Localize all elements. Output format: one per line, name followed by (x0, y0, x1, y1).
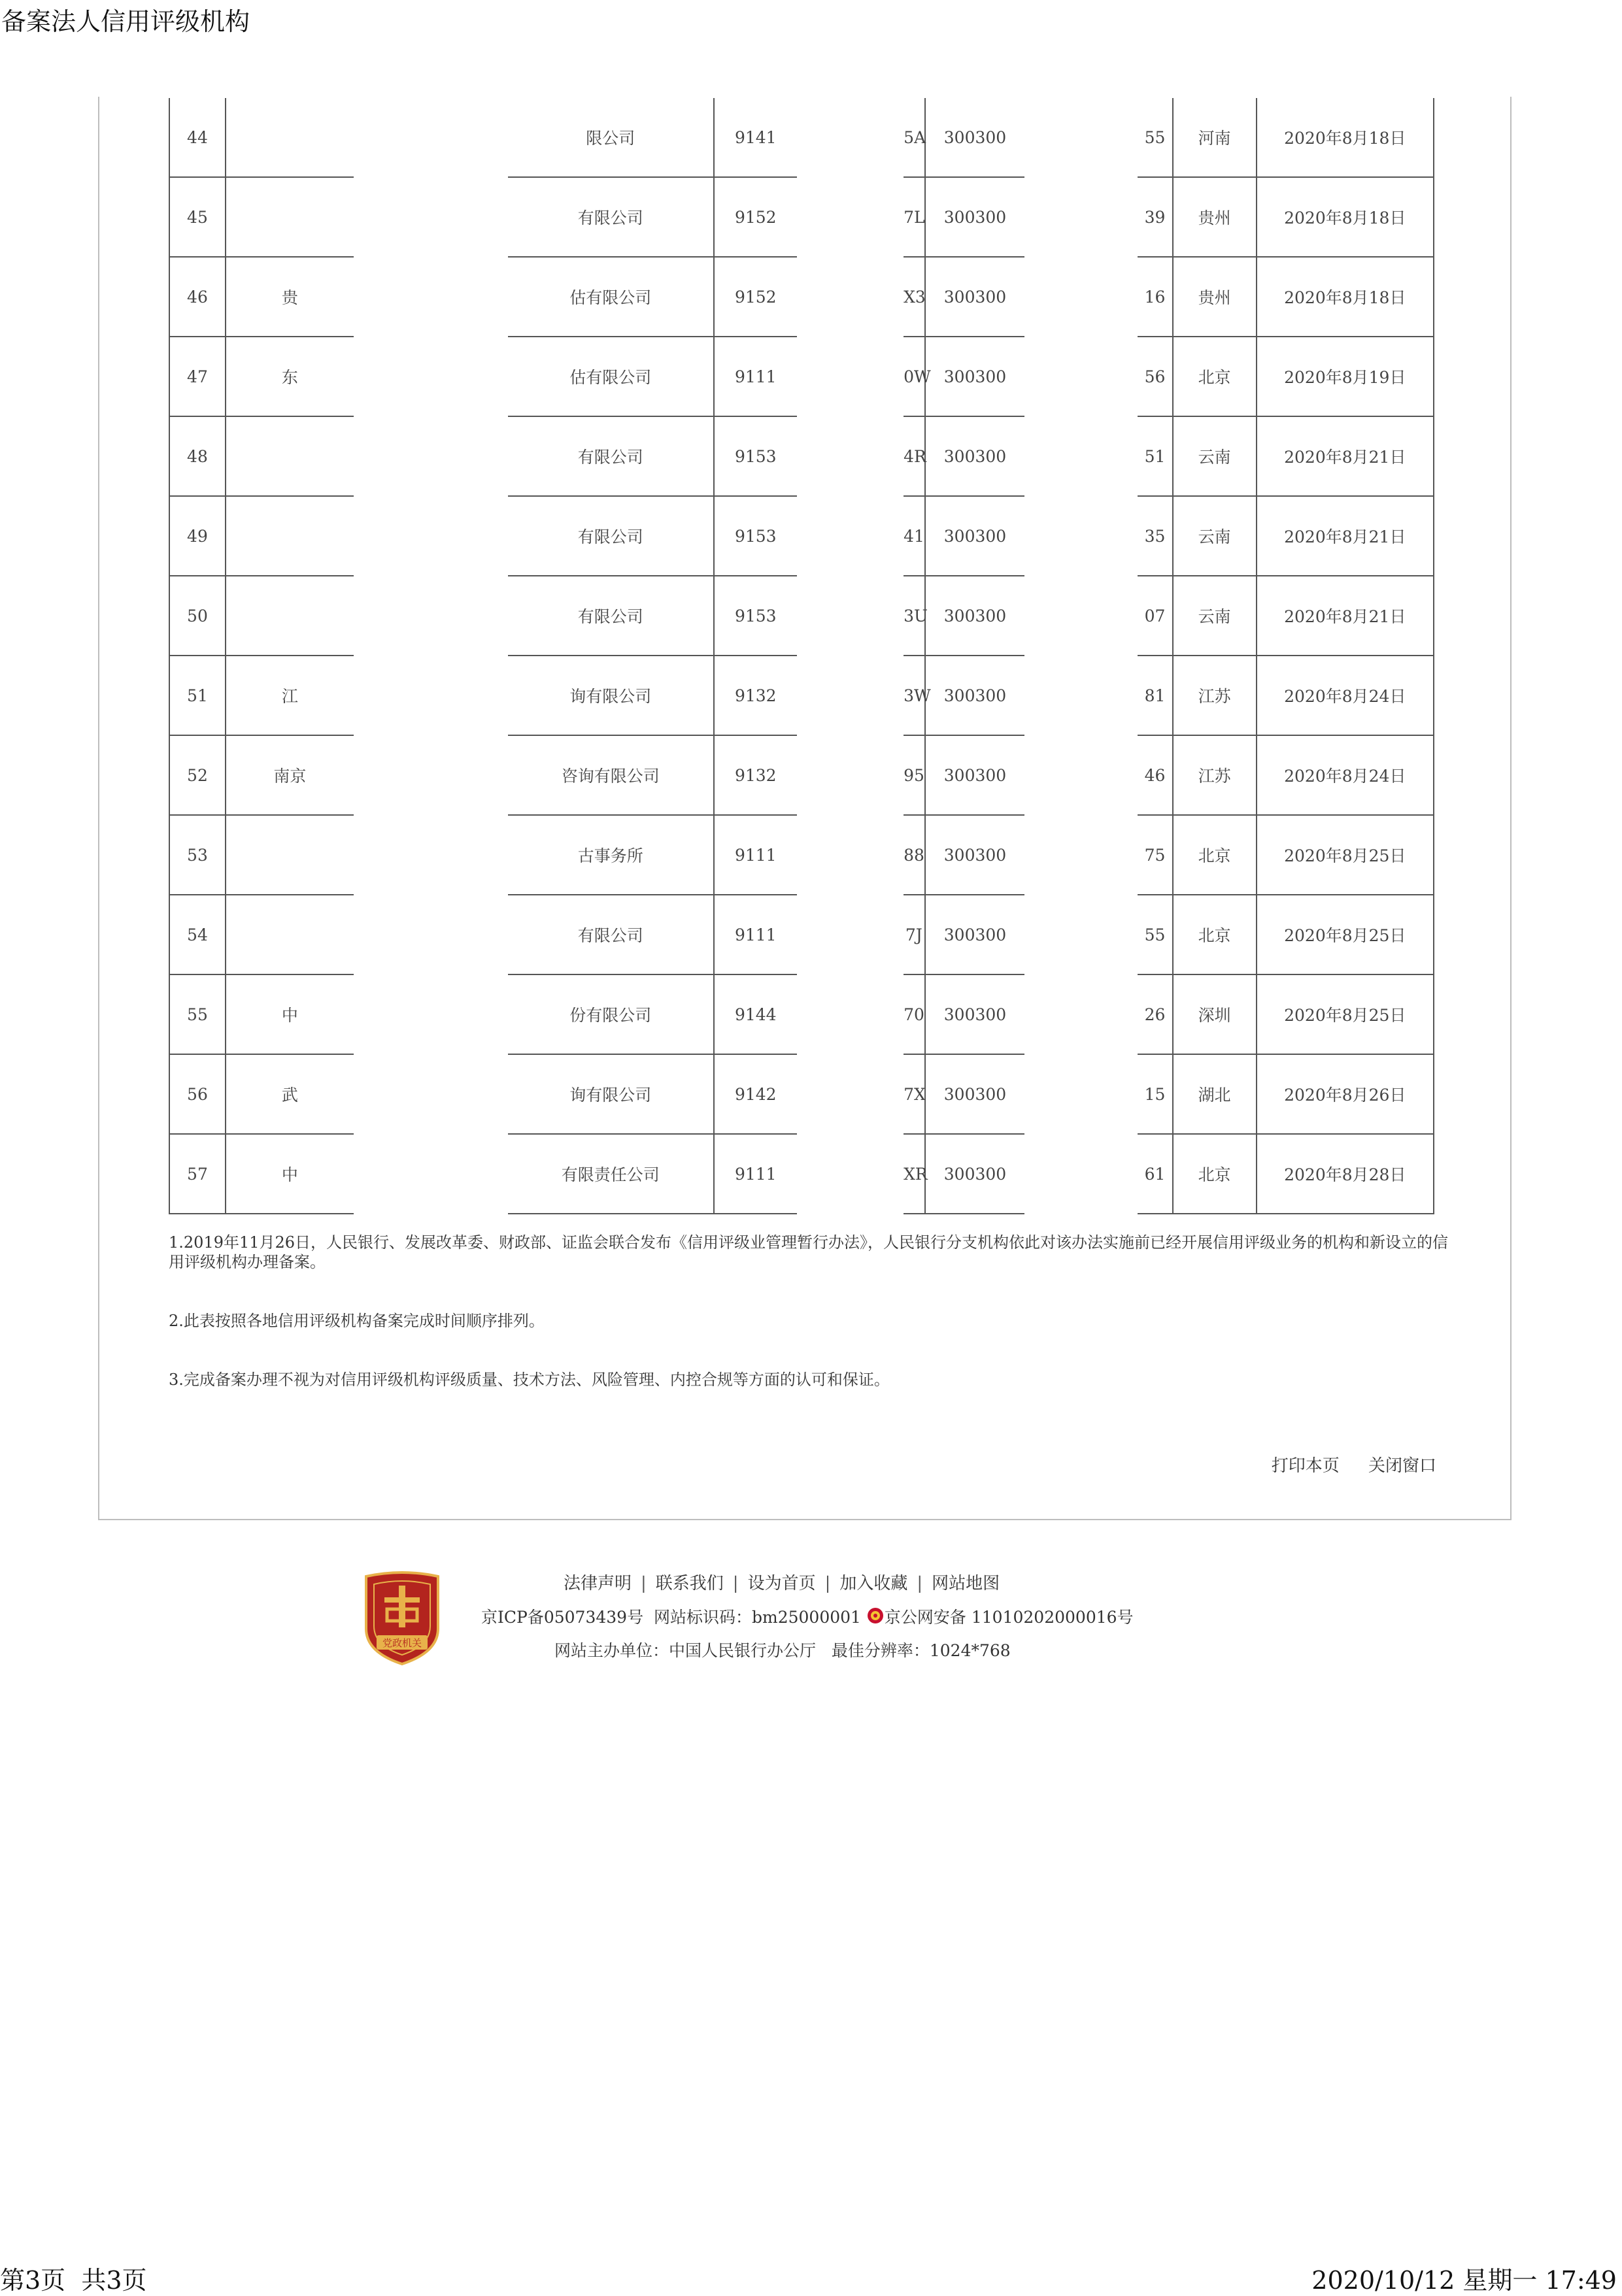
institution-name-part (226, 98, 354, 177)
filing-region: 贵州 (1173, 177, 1257, 257)
filing-number-prefix: 300300 (925, 98, 1025, 177)
credit-code-prefix: 9153 (714, 416, 797, 496)
add-favorites-link[interactable]: 加入收藏 (839, 1574, 908, 1593)
redaction-gap (354, 1134, 508, 1214)
credit-code-prefix: 9132 (714, 735, 797, 815)
credit-code-suffix: 95 (904, 735, 924, 815)
institution-name-suffix: 询有限公司 (508, 656, 714, 735)
row-number: 51 (169, 656, 226, 735)
filing-number-suffix: 51 (1138, 416, 1172, 496)
row-number: 56 (169, 1054, 226, 1134)
credit-code-suffix: 88 (904, 815, 924, 895)
filing-region: 北京 (1173, 895, 1257, 974)
host-unit: 网站主办单位：中国人民银行办公厅 (554, 1641, 817, 1660)
row-number: 47 (169, 337, 226, 416)
redaction-gap (354, 177, 508, 257)
filing-number-suffix: 81 (1138, 656, 1172, 735)
filing-date: 2020年8月25日 (1257, 815, 1434, 895)
row-number: 50 (169, 576, 226, 656)
table-row (169, 815, 1434, 895)
footer-divider: | (824, 1574, 831, 1593)
footer-divider: | (732, 1574, 739, 1593)
table-row (169, 576, 1434, 656)
institution-name-suffix: 有限公司 (508, 576, 714, 656)
redaction-gap (797, 1134, 904, 1214)
credit-code-prefix: 9153 (714, 496, 797, 576)
redaction-gap (797, 416, 904, 496)
note-2: 2.此表按照各地信用评级机构备案完成时间顺序排列。 (169, 1312, 545, 1330)
credit-code-prefix: 9144 (714, 974, 797, 1054)
redaction-gap (354, 98, 508, 177)
credit-code-prefix: 9111 (714, 1134, 797, 1214)
row-number: 48 (169, 416, 226, 496)
institution-name-part (226, 815, 354, 895)
row-number: 46 (169, 257, 226, 337)
institution-name-suffix: 有限公司 (508, 895, 714, 974)
contact-us-link[interactable]: 联系我们 (655, 1574, 724, 1593)
footer-host-info (554, 1638, 1011, 1661)
redaction-gap (354, 815, 508, 895)
row-number: 55 (169, 974, 226, 1054)
redaction-gap (354, 735, 508, 815)
table-row (169, 177, 1434, 257)
table-row (169, 656, 1434, 735)
redaction-gap (1024, 974, 1138, 1054)
credit-code-suffix: 7J (904, 895, 924, 974)
institution-name-suffix: 有限公司 (508, 496, 714, 576)
credit-code-suffix: 0W (904, 337, 924, 416)
redaction-gap (1024, 735, 1138, 815)
redaction-gap (354, 257, 508, 337)
institution-name-part: 中 (226, 974, 354, 1054)
filing-region: 深圳 (1173, 974, 1257, 1054)
credit-code-prefix: 9111 (714, 815, 797, 895)
filing-region: 北京 (1173, 815, 1257, 895)
credit-code-suffix: 5A (904, 98, 924, 177)
filing-number-suffix: 35 (1138, 496, 1172, 576)
filing-date: 2020年8月18日 (1257, 98, 1434, 177)
filing-number-prefix: 300300 (925, 416, 1025, 496)
filing-region: 云南 (1173, 576, 1257, 656)
filing-date: 2020年8月21日 (1257, 576, 1434, 656)
institution-name-part (226, 576, 354, 656)
police-badge-icon (866, 1606, 885, 1625)
credit-code-prefix: 9152 (714, 177, 797, 257)
print-page-link[interactable]: 打印本页 (1271, 1456, 1340, 1476)
filing-number-suffix: 16 (1138, 257, 1172, 337)
icp-number[interactable]: 京ICP备05073439号 (481, 1608, 644, 1627)
credit-code-prefix: 9132 (714, 656, 797, 735)
institution-name-suffix: 咨询有限公司 (508, 735, 714, 815)
institution-name-part: 南京 (226, 735, 354, 815)
print-datetime: 2020/10/12 星期一 17:49 (1311, 2266, 1617, 2295)
note-1: 1.2019年11月26日，人民银行、发展改革委、财政部、证监会联合发布《信用评级业管理暂行办法》，人民银行分支机构依此对该办法实施前已经开展信用评级业务的机构和新设立的信用评级机构办理备案。 (169, 1233, 1449, 1271)
site-map-link[interactable]: 网站地图 (932, 1574, 1000, 1593)
redaction-gap (1024, 496, 1138, 576)
credit-code-suffix: 3U (904, 576, 924, 656)
institution-name-part (226, 496, 354, 576)
filing-number-prefix: 300300 (925, 496, 1025, 576)
filing-number-prefix: 300300 (925, 974, 1025, 1054)
filing-number-prefix: 300300 (925, 735, 1025, 815)
credit-code-prefix: 9153 (714, 576, 797, 656)
credit-code-suffix: X3 (904, 257, 924, 337)
redaction-gap (354, 656, 508, 735)
redaction-gap (797, 815, 904, 895)
redaction-gap (354, 974, 508, 1054)
table-row (169, 1054, 1434, 1134)
footer-links (564, 1570, 1000, 1594)
filing-region: 北京 (1173, 337, 1257, 416)
redaction-gap (797, 496, 904, 576)
redaction-gap (1024, 656, 1138, 735)
credit-code-suffix: 7L (904, 177, 924, 257)
footer-divider: | (917, 1574, 923, 1593)
row-number: 49 (169, 496, 226, 576)
filing-number-prefix: 300300 (925, 1054, 1025, 1134)
redaction-gap (797, 98, 904, 177)
table-row (169, 257, 1434, 337)
filing-number-prefix: 300300 (925, 895, 1025, 974)
best-resolution: 最佳分辨率：1024*768 (831, 1641, 1011, 1660)
redaction-gap (797, 895, 904, 974)
institution-name-suffix: 有限公司 (508, 416, 714, 496)
redaction-gap (354, 1054, 508, 1134)
close-window-link[interactable]: 关闭窗口 (1368, 1456, 1436, 1476)
table-row (169, 496, 1434, 576)
redaction-gap (354, 416, 508, 496)
filing-number-prefix: 300300 (925, 815, 1025, 895)
party-gov-badge-icon (362, 1571, 442, 1665)
filing-region: 湖北 (1173, 1054, 1257, 1134)
redaction-gap (1024, 895, 1138, 974)
institution-name-suffix: 份有限公司 (508, 974, 714, 1054)
institution-name-part: 中 (226, 1134, 354, 1214)
redaction-gap (1024, 257, 1138, 337)
table-row (169, 974, 1434, 1054)
redaction-gap (354, 337, 508, 416)
filing-number-suffix: 61 (1138, 1134, 1172, 1214)
filing-number-suffix: 07 (1138, 576, 1172, 656)
credit-code-suffix: 70 (904, 974, 924, 1054)
filing-number-suffix: 15 (1138, 1054, 1172, 1134)
legal-notice-link[interactable]: 法律声明 (564, 1574, 632, 1593)
credit-code-suffix: 3W (904, 656, 924, 735)
institution-name-part: 东 (226, 337, 354, 416)
credit-code-suffix: 4R (904, 416, 924, 496)
note-3: 3.完成备案办理不视为对信用评级机构评级质量、技术方法、风险管理、内控合规等方面的认可和保证。 (169, 1371, 890, 1389)
row-number: 53 (169, 815, 226, 895)
redaction-gap (1024, 576, 1138, 656)
site-id: 网站标识码：bm25000001 (653, 1608, 861, 1627)
filing-date: 2020年8月18日 (1257, 177, 1434, 257)
institution-name-suffix: 古事务所 (508, 815, 714, 895)
redaction-gap (1024, 416, 1138, 496)
footer-divider: | (641, 1574, 647, 1593)
table-row (169, 735, 1434, 815)
filing-number-prefix: 300300 (925, 257, 1025, 337)
institution-name-suffix: 估有限公司 (508, 257, 714, 337)
institution-name-suffix: 限公司 (508, 98, 714, 177)
records-table (169, 98, 1434, 1214)
institution-name-suffix: 有限责任公司 (508, 1134, 714, 1214)
filing-date: 2020年8月25日 (1257, 974, 1434, 1054)
table-row (169, 337, 1434, 416)
filing-number-suffix: 55 (1138, 895, 1172, 974)
redaction-gap (1024, 1134, 1138, 1214)
filing-region: 贵州 (1173, 257, 1257, 337)
row-number: 54 (169, 895, 226, 974)
redaction-gap (354, 895, 508, 974)
credit-code-prefix: 9111 (714, 337, 797, 416)
row-number: 44 (169, 98, 226, 177)
police-record[interactable]: 京公网安备 11010202000016号 (884, 1608, 1134, 1627)
redaction-gap (1024, 177, 1138, 257)
print-page-count: 第3页 共3页 (0, 2266, 147, 2295)
credit-code-suffix: XR (904, 1134, 924, 1214)
filing-region: 云南 (1173, 496, 1257, 576)
redaction-gap (797, 656, 904, 735)
filing-date: 2020年8月24日 (1257, 735, 1434, 815)
institution-name-suffix: 估有限公司 (508, 337, 714, 416)
credit-code-suffix: 7X (904, 1054, 924, 1134)
filing-date: 2020年8月24日 (1257, 656, 1434, 735)
institution-name-part (226, 416, 354, 496)
filing-number-prefix: 300300 (925, 1134, 1025, 1214)
filing-date: 2020年8月21日 (1257, 416, 1434, 496)
table-row (169, 1134, 1434, 1214)
redaction-gap (1024, 1054, 1138, 1134)
credit-code-prefix: 9141 (714, 98, 797, 177)
institution-name-part (226, 895, 354, 974)
row-number: 57 (169, 1134, 226, 1214)
filing-date: 2020年8月25日 (1257, 895, 1434, 974)
redaction-gap (1024, 98, 1138, 177)
filing-date: 2020年8月26日 (1257, 1054, 1434, 1134)
filing-date: 2020年8月21日 (1257, 496, 1434, 576)
filing-number-suffix: 75 (1138, 815, 1172, 895)
credit-code-prefix: 9152 (714, 257, 797, 337)
institution-name-suffix: 询有限公司 (508, 1054, 714, 1134)
footer-registration (481, 1605, 1134, 1628)
row-number: 52 (169, 735, 226, 815)
filing-number-suffix: 46 (1138, 735, 1172, 815)
redaction-gap (797, 576, 904, 656)
redaction-gap (797, 337, 904, 416)
filing-number-suffix: 55 (1138, 98, 1172, 177)
filing-number-prefix: 300300 (925, 656, 1025, 735)
filing-region: 北京 (1173, 1134, 1257, 1214)
credit-code-suffix: 41 (904, 496, 924, 576)
redaction-gap (797, 1054, 904, 1134)
filing-region: 江苏 (1173, 735, 1257, 815)
notes (169, 1233, 1450, 1429)
filing-region: 河南 (1173, 98, 1257, 177)
set-homepage-link[interactable]: 设为首页 (747, 1574, 816, 1593)
filing-number-suffix: 26 (1138, 974, 1172, 1054)
institution-name-part (226, 177, 354, 257)
filing-number-prefix: 300300 (925, 337, 1025, 416)
filing-number-prefix: 300300 (925, 576, 1025, 656)
institution-name-part: 武 (226, 1054, 354, 1134)
redaction-gap (797, 974, 904, 1054)
filing-date: 2020年8月18日 (1257, 257, 1434, 337)
institution-name-part: 贵 (226, 257, 354, 337)
filing-region: 云南 (1173, 416, 1257, 496)
page-actions (1248, 1452, 1436, 1476)
filing-number-prefix: 300300 (925, 177, 1025, 257)
badge-label: 党政机关 (382, 1637, 422, 1649)
filing-date: 2020年8月19日 (1257, 337, 1434, 416)
redaction-gap (354, 576, 508, 656)
filing-date: 2020年8月28日 (1257, 1134, 1434, 1214)
credit-code-prefix: 9111 (714, 895, 797, 974)
redaction-gap (797, 257, 904, 337)
credit-code-prefix: 9142 (714, 1054, 797, 1134)
redaction-gap (797, 177, 904, 257)
filing-region: 江苏 (1173, 656, 1257, 735)
redaction-gap (797, 735, 904, 815)
redaction-gap (1024, 337, 1138, 416)
redaction-gap (1024, 815, 1138, 895)
page-title: 备案法人信用评级机构 (1, 7, 250, 36)
table-row (169, 895, 1434, 974)
filing-number-suffix: 39 (1138, 177, 1172, 257)
redaction-gap (354, 496, 508, 576)
table-row (169, 98, 1434, 177)
institution-name-part: 江 (226, 656, 354, 735)
filing-number-suffix: 56 (1138, 337, 1172, 416)
table-row (169, 416, 1434, 496)
row-number: 45 (169, 177, 226, 257)
institution-name-suffix: 有限公司 (508, 177, 714, 257)
